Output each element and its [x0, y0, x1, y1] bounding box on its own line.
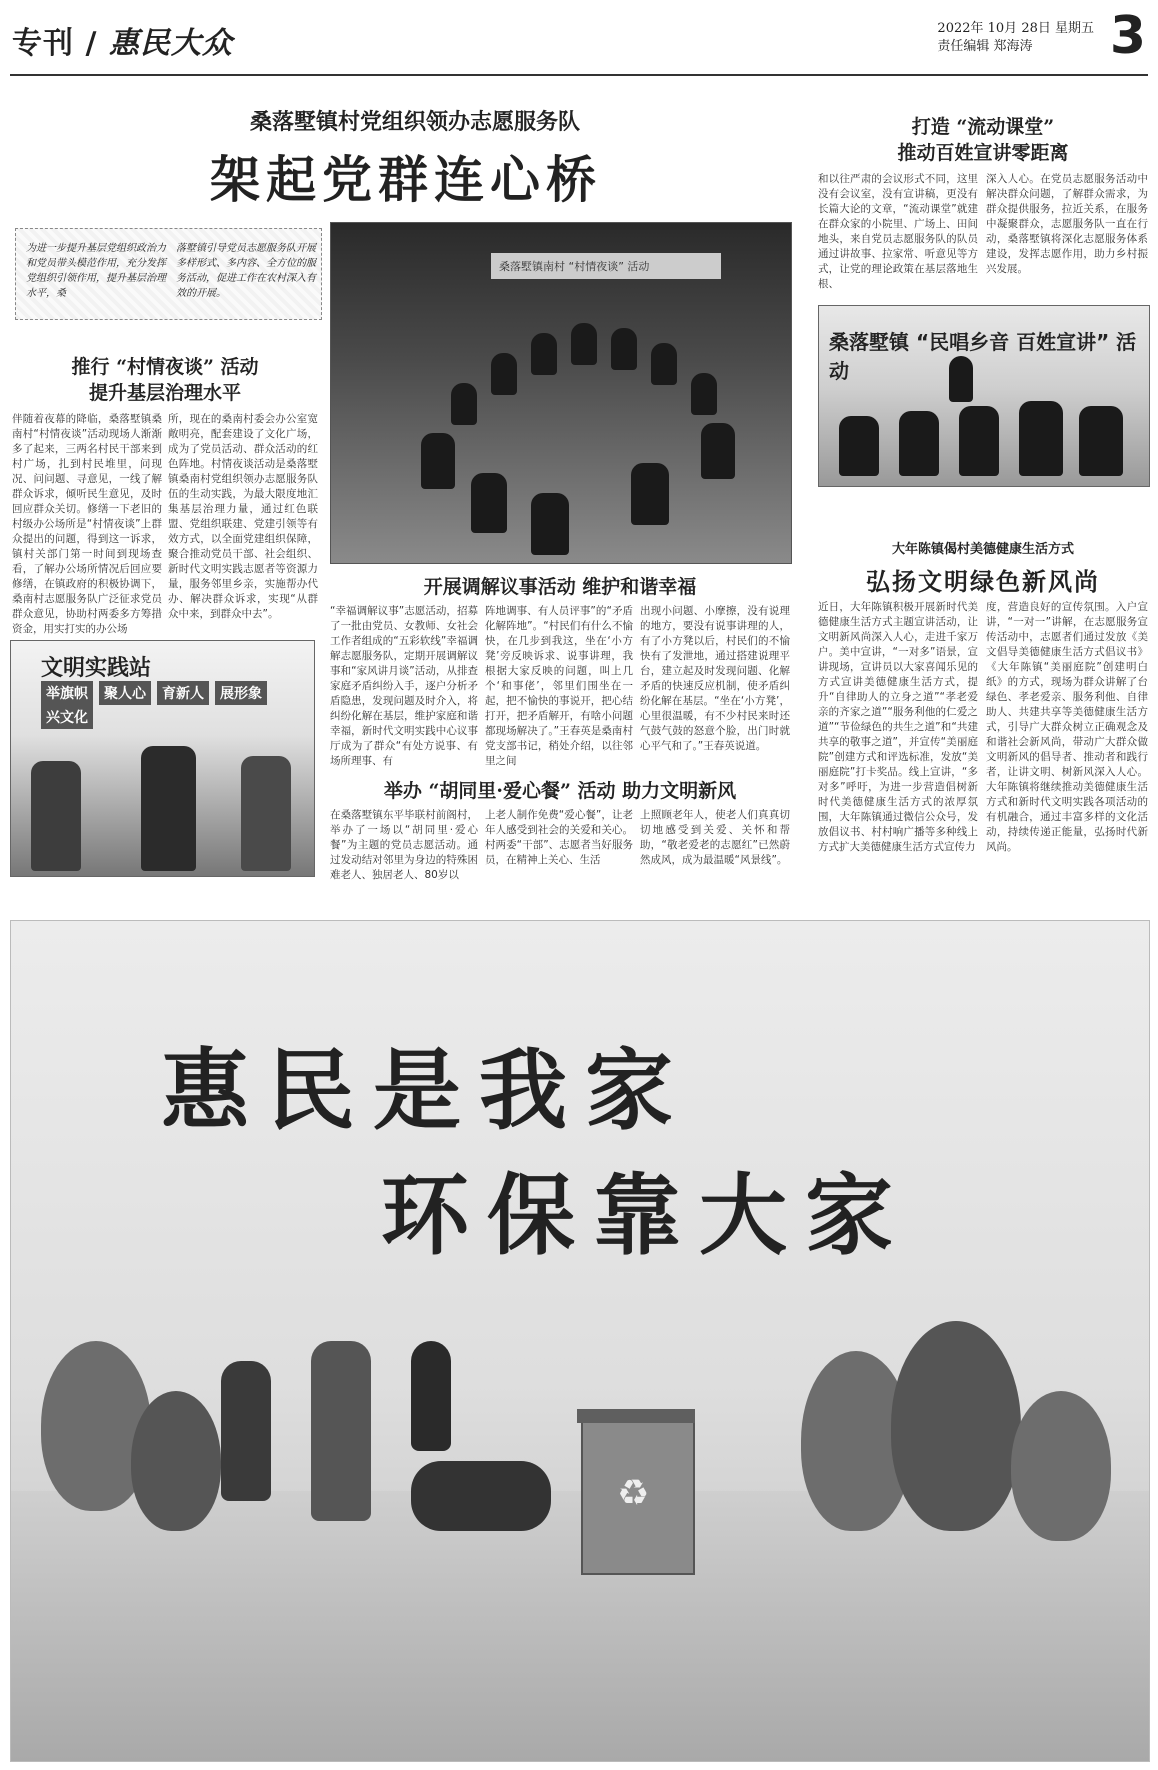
section2-col2: 阵地调事、有人员评事”的“矛盾化解阵地”。“村民们有什么不愉快，在几步到我这，坐在‘小方凳’旁反映诉求、说事讲理，我根据大家反映的问题，叫上几个‘和事佬’，邻里们围坐在一起，把不愉快的事说开，把心结打开，把矛盾解开，有啥小问题都现场解决了。”王春英是桑南村党支部书记，稍处介绍，以往邻里之间 [485, 605, 633, 767]
child-figure [221, 1361, 271, 1501]
right1-col1: 和以往严肃的会议形式不同，这里没有会议室，没有宣讲稿，更没有长篇大论的文章，“流动课堂”就建在群众家的小院里、广场上、田间地头，来自党员志愿服务队的队员通过讲故事、拉家常、听意见等方式，让党的理论政策在基层落地生根、 [818, 173, 978, 290]
right2-kicker: 大年陈镇偈村美德健康生活方式 [891, 542, 1074, 557]
masthead-section [12, 18, 233, 62]
woman-figure [311, 1341, 371, 1521]
brand-logo: 惠民大众 [108, 26, 233, 61]
section1-col2: 所，现在的桑南村委会办公室宽敞明亮，配套建设了文化广场，成为了党员活动、群众活动的红色阵地。村情夜谈活动是桑落墅镇桑南村党组织领办志愿服务队伍的生动实践，为最大限度地汇集基层治理力量，通过红色联盟、党组织联建、党建引领等有效方式，以全面党建组织保障，聚合推动党员干部、社会组织、新时代文明实践志愿者等资源力量，服务邻里乡亲，实施帮办代办、解决群众诉求，实现“从群众中来，到群众中去”。 [168, 413, 318, 620]
right1-col2: 深入人心。在党员志愿服务活动中解决群众问题，了解群众需求，为群众提供服务，拉近关系，在服务中凝聚群众，志愿服务队一直在行动，桑落墅镇将深化志愿服务体系建设，发挥志愿作用，助力乡村振兴发展。 [986, 173, 1148, 275]
right2-col2: 度，营造良好的宣传氛围。入户宣讲，“一对一”讲解，在志愿服务宣传活动中，志愿者们通过发放《美文倡导美德健康生活方式倡议书》《大年陈镇“美丽庭院”创建明白纸》的方式，现场为群众讲解了台绿色、孝老爱亲、服务利他、自律助人、共建共享等美德健康生活方式，引导广大群众树立正确观念及和谐社会新风尚，带动广大群众做文明新风的倡导者、推动者和践行者，让讲文明、树新风深入人心。大年陈镇将继续推动美德健康生活方式和新时代文明实践各项活动的有机融合，通过丰富多样的文化活动，持续传递正能量，弘扬时代新风尚。 [986, 601, 1148, 853]
tag: 举旗帜 [41, 681, 93, 705]
right2-headline: 弘扬文明绿色新风尚 [866, 567, 1100, 596]
lead-intro [15, 228, 322, 320]
village-lecture-photo [818, 305, 1150, 487]
tag: 兴文化 [41, 705, 93, 729]
tag: 聚人心 [99, 681, 151, 705]
ad-slogan-1: 惠民是我家 [161, 1038, 692, 1142]
tag: 展形象 [215, 681, 267, 705]
station-banner: 文明实践站 [41, 655, 152, 681]
right2-col1: 近日，大年陈镇积极开展新时代美德健康生活方式主题宣讲活动，让文明新风尚深入人心，走进千家万户。美中宣讲，“一对多”语景，宣讲现场，宣讲员以大家喜闻乐见的方式宣讲美德健康生活方式，提升“自律助人的立身之道”“孝老爱亲的齐家之道”“服务利他的仁爱之道”“节俭绿色的共生之道”和“共建共享的敬事之道”，并宣传“美丽庭院”创建方式和评选标准，发放“美丽庭院”打卡奖品。线上宣讲，“多对多”呼吁，为进一步营造倡树新时代美德健康生活方式的浓厚氛围，大年陈镇通过微信公众号，发放倡议书、村村响广播等多种线上方式扩大美德健康生活方式宣传力 [818, 601, 978, 853]
section1-col1: 伴随着夜幕的降临，桑落墅镇桑南村“村情夜谈”活动现场人渐渐多了起来，三两名村民干部来到村广场，扎到村民堆里，问现况、问问题、寻意见，一线了解群众诉求，倾听民生意见，及时回应群众关切。修缮一下老旧的村级办公场所是“村情夜谈”上群众提出的问题，得到这一诉求，镇村关部门第一时间到现场查看，了解办公场所情况后回应要修缮，在镇政府的积极协调下，桑南村志愿服务队广泛征求党员群众意见，协助村两委多方筹措资金，用实打实的办公场 [12, 413, 162, 635]
header-rule [10, 74, 1148, 76]
station-tags [41, 681, 314, 729]
bin-lid [577, 1409, 695, 1423]
page-number: 3 [1109, 6, 1146, 66]
environment-ad [10, 920, 1150, 1762]
night-meeting-photo [330, 222, 792, 564]
bending-figure [411, 1341, 451, 1451]
issue-date: 2022年 10月 28日 星期五 [937, 21, 1094, 36]
section2-col1: “幸福调解议事”志愿活动，招募了一批由党员、女教师、女社会工作者组成的“五彩软线”幸福调解志愿服务队，定期开展调解议事和“家风讲月谈”活动，从排查家庭矛盾纠纷入手，逐户分析矛盾隐患，发现问题及时介入，将纠纷化解在基层，维护家庭和谐幸福，新时代文明实践中心议事厅成为了群众“有处方说事、有场所理事、有 [330, 605, 478, 767]
ad-slogan-2: 环保靠大家 [381, 1163, 912, 1267]
divider: / [85, 26, 98, 61]
lead-intro-a: 为进一步提升基层党组织政治力和党员带头模范作用，充分发挥党组织引领作用，提升基层治理水平，桑 [26, 243, 166, 299]
recycle-bin [581, 1421, 695, 1575]
section1-title-1: 推行 “村情夜谈” 活动 [71, 356, 259, 378]
lead-headline: 架起党群连心桥 [210, 150, 602, 209]
ad-ground [11, 1491, 1149, 1761]
section2-col3: 出现小问题、小摩擦，没有说理的地方，要没有说事讲理的人，有了小方凳以后，村民们的不愉快有了发泄地，通过搭建说理平台，建立起及时发现问题、化解矛盾的快速反应机制，使矛盾纠纷化解在基层。“坐在‘小方凳’，心里很温暖，有不少村民来时还气鼓气鼓的怒意个脸，出门时就心平气和了。”王春英说道。 [640, 605, 790, 752]
section3-col3: 上照顾老年人，使老人们真真切切地感受到关爱、关怀和帮助，“敬老爱老的志愿红”已然蔚然成风，成为最温暖“风景线”。 [640, 809, 790, 866]
section3-title: 举办 “胡同里·爱心餐” 活动 助力文明新风 [383, 780, 737, 802]
lead-intro-b: 落墅镇引导党员志愿服务队开展多样形式、多内容、全方位的服务活动，促进工作在农村深入有效的开展。 [176, 243, 316, 299]
editor-credit: 责任编辑 郑海涛 [937, 39, 1033, 54]
section3-col2: 上老人制作免费“爱心餐”，让老年人感受到社会的关爱和关心。村两委“干部”、志愿者当好服务员，在精神上关心、生活 [485, 809, 633, 866]
practice-station-photo [10, 640, 315, 877]
tag: 育新人 [157, 681, 209, 705]
section-label: 专刊 [12, 26, 74, 61]
lead-kicker: 桑落墅镇村党组织领办志愿服务队 [250, 109, 581, 135]
masthead-info [937, 20, 1094, 56]
section3-col1: 在桑落墅镇东平毕联村前阁村，举办了一场以“胡同里·爱心餐”为主题的党员志愿活动。通过发动结对邻里为身边的特殊困难老人、独居老人、80岁以 [330, 809, 478, 881]
recycle-icon: ♻ [617, 1473, 650, 1514]
kneeling-figure [411, 1461, 551, 1531]
right1-title-2: 推动百姓宣讲零距离 [897, 142, 1069, 164]
photo-banner: 桑落墅镇南村 “村情夜谈” 活动 [491, 253, 721, 279]
lecture-banner: 桑落墅镇 “民唱乡音 百姓宣讲” 活动 [829, 330, 1137, 383]
right1-title-1: 打造 “流动课堂” [911, 116, 1055, 138]
section2-title: 开展调解议事活动 维护和谐幸福 [423, 576, 697, 598]
section1-title-2: 提升基层治理水平 [88, 382, 241, 404]
